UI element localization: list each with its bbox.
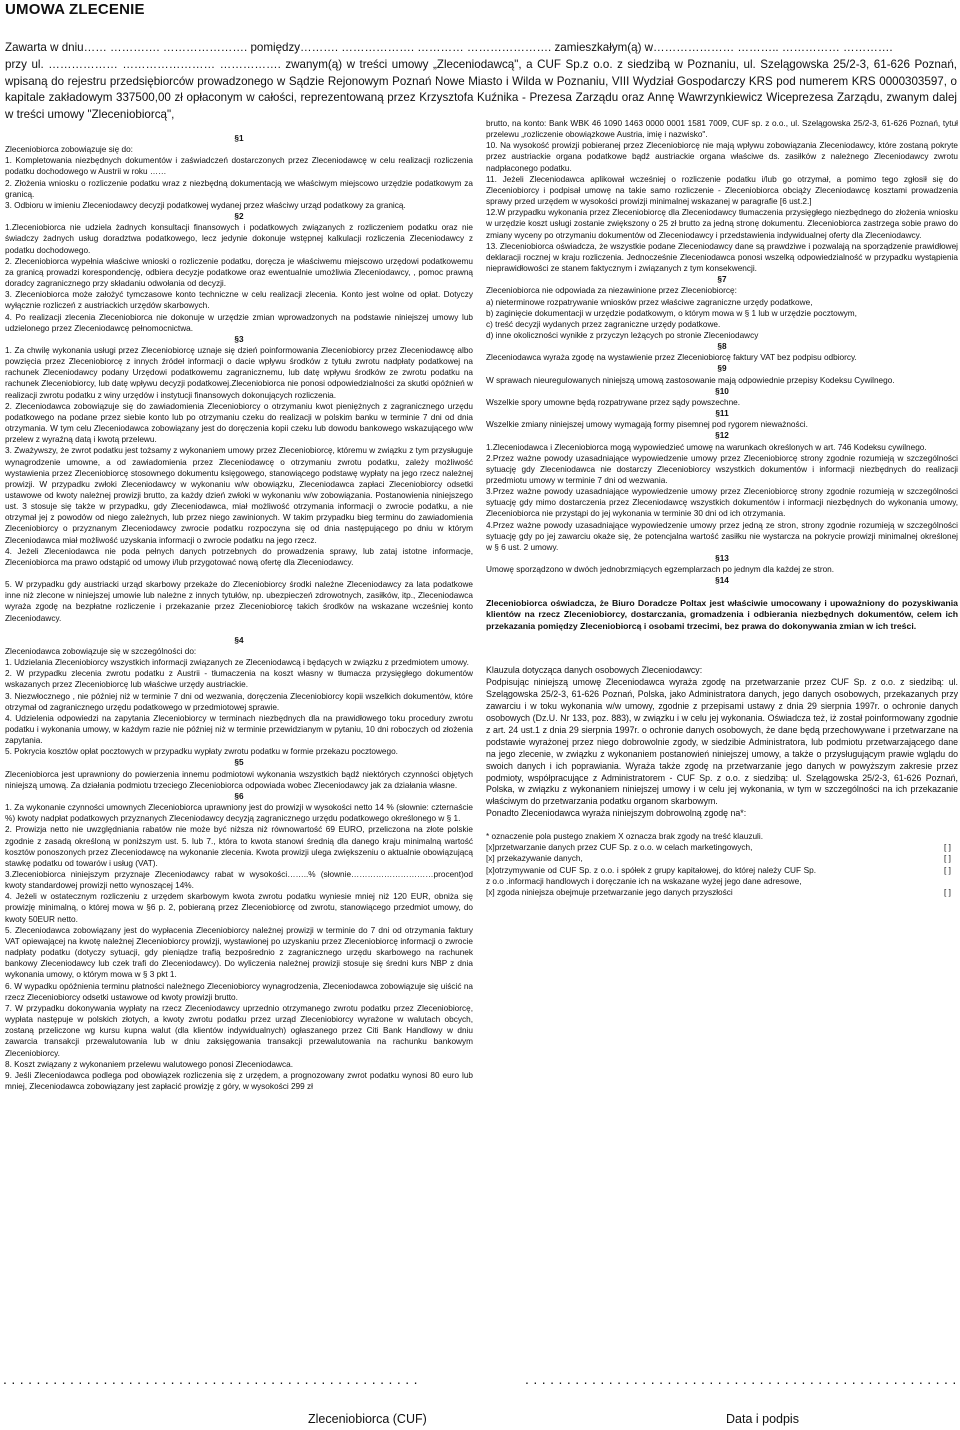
clause-paragraph: 2. Złożenia wniosku o rozliczenie podatku wraz z niezbędną dokumentacją we właściwym miejscowo urzędzie podatkowym za granicą. bbox=[5, 178, 473, 199]
clause-paragraph: b) zaginięcie dokumentacji w urzędzie podatkowym, o którym mowa w § 1 lub w urzędzie pocztowym, bbox=[486, 308, 857, 318]
consent-checkbox[interactable]: [ ] bbox=[944, 854, 951, 864]
consent-row bbox=[486, 865, 958, 887]
clause-paragraph: Zleceniodawca wyraża zgodę na wystawienie przez Zleceniobiorcę faktury VAT bez podpisu odbiorcy. bbox=[486, 353, 857, 363]
clause-paragraph: a) nieterminowe rozpatrywanie wniosków przez właściwe zagraniczne urzędy podatkowe, bbox=[486, 297, 813, 307]
section-heading: §3 bbox=[234, 334, 244, 344]
section-heading: §5 bbox=[234, 758, 244, 768]
clause-paragraph: 1. Kompletowania niezbędnych dokumentów i zaświadczeń dostarczonych przez Zleceniodawcę w celu realizacji rozliczenia podatku dochodowego w Austrii w roku …… bbox=[5, 156, 473, 177]
clause-paragraph: Zleceniobiorca nie odpowiada za niezawinione przez Zleceniobiorcę: bbox=[486, 286, 737, 296]
consent-checkbox[interactable]: [ ] bbox=[944, 865, 951, 875]
consent-row bbox=[486, 842, 958, 853]
clause-paragraph: 6. W wypadku opóźnienia terminu płatności należnego Zleceniobiorcy wynagrodzenia, Zleceniodawca zobowiązuje się uiścić na rzecz Zleceniobiorcy odsetki ustawowe od kwoty prowizji brutto. bbox=[5, 981, 473, 1002]
consent-row bbox=[486, 887, 958, 898]
section-heading: §10 bbox=[715, 386, 729, 396]
clause-paragraph: 8. Koszt związany z wykonaniem przelewu walutowego ponosi Zleceniodawca. bbox=[5, 1059, 293, 1069]
signature-label-client: Data i podpis bbox=[726, 1412, 799, 1426]
consent-text: [x]otrzymywanie od CUF Sp. z o.o. i spółek z grupy kapitałowej, do której należy CUF Sp. z o.o .informacji handlowych i doręczanie ich na wskazane wyżej jego dane adresowe, bbox=[486, 865, 816, 886]
section-heading: §7 bbox=[717, 275, 727, 285]
clause-paragraph: 3.Zleceniobiorca niniejszym przyznaje Zleceniodawcy rabat w wysokości……..% (słownie…………………………procent)od kwoty standardowej prowizji netto wynoszącej 14%. bbox=[5, 870, 473, 891]
clause-paragraph: 11. Jeżeli Zleceniodawca aplikował wcześniej o rozliczenie podatku i/lub go otrzymał, a pomimo tego zgłosił się do Zleceniobiorcy i podpisał umowę na takie samo rozliczenie - Zleceniobiorca obciąży Zleceniodawcę kosztami prowadzenia sprawy przed urzędem w wysokości prowizji minimalnej wskazanej w paragrafie [6 ust.2.] bbox=[486, 174, 958, 207]
spacer bbox=[486, 654, 958, 665]
clause-paragraph: 4.Przez ważne powody uzasadniające wypowiedzenie umowy przez jedną ze stron, strony zgodnie rozumieją w szczególności sytuację gdy po jej zawarciu okaże się, że potencjalna wartość zasiłku nie wystarcza na pokrycie prowizji minimalnej określonej w § 6 ust. 2 umowy. bbox=[486, 520, 958, 552]
clause-paragraph: 12.W przypadku wykonania przez Zleceniobiorcę dla Zleceniodawcy tłumaczenia przysięgłego niezbędnego do złożenia wniosku w urzędzie koszt usługi zostanie zwiększony o 25 zł brutto za jedną stronę dokumentu. Zleceniobiorca zastrzega sobie prawo do zmiany wyceny po otrzymaniu dokumentów od Zleceniodawcy i przedstawienia indywidualnej oferty dla Zleceniodawcy. bbox=[486, 208, 958, 240]
signature-label-contractor: Zleceniobiorca (CUF) bbox=[308, 1412, 427, 1426]
privacy-clause-paragraph: Ponadto Zleceniodawca wyraża niniejszym dobrowolną zgodę na*: bbox=[486, 808, 747, 819]
clause-paragraph: 7. W przypadku dokonywania wypłaty na rzecz Zleceniodawcy uprzednio otrzymanego zwrotu podatku przez Zleceniobiorcę, wypłata następuje w polskich złotych, a kwoty zwrotu podatku przez urząd Zleceniobiorcy wyrażone w walutach obcych, zostaną przeliczone wg kursu kupna walut (dla klientów indywidualnych) ogłaszanego przez Citi Bank Handlowy w dniu zawarcia transakcji przewalutowania lub w dniu zaksięgowania transakcji przewalutowania na rachunku bankowym Zleceniobiorcy. bbox=[5, 1003, 473, 1058]
intro-parties: przy ul. ……………… …………………… ……………. zwanym(ą) w treści umowy „Zleceniodawcą", a CUF Sp.z o.o. z siedzibą w Poznaniu, ul. Szelągowska 25/2-3, 61-626 Poznań, wpisaną do rejestru przedsiębiorców prowadzonego w Sądzie Rejonowym Poznań Nowe Miasto i Wilda w Poznaniu, VIII Wydział Gospodarczy KRS pod numerem KRS 0000303597, o kapitale zakładowym 337500,00 zł opłaconym w całości, reprezentowaną przez Krzysztofa Kuźnika - Prezesa Zarządu oraz Annę Wawrzynkiewicz Wiceprezesa Zarządu, zwanym dalej w treści umowy "Zleceniobiorcą", bbox=[5, 57, 957, 122]
declaration-paragraph: Zleceniobiorca oświadcza, że Biuro Doradcze Poltax jest właściwie umocowany i upoważniony do pozyskiwania klientów na rzecz Zleceniobiorcy, dostarczania, gromadzenia i odbierania niezbędnych dokumentów, celem ich przekazania pomiędzy Zleceniobiorcą i osobami trzecimi, bez prawa do dokonywania zmian w ich treści. bbox=[486, 597, 958, 631]
intro-line-1: Zawarta w dniu…… …………. …………………. pomiędzy………. ………………. ………… …………………. zamieszkałym(ą) w………………… ……….. …………… …………. bbox=[5, 41, 893, 54]
clause-paragraph: 2. Zleceniobiorca wypełnia właściwe wnioski o rozliczenie podatku, doręcza je właściwemu miejscowo urzędowi podatkowemu za granicą prowadzi korespondencję, odbiera decyzje podatkowe oraz ewentualnie umożliwia Zleceniodawcy, , pomoc prawną doradcy zagranicznego przy składaniu odwołania od decyzji. bbox=[5, 256, 473, 289]
clause-paragraph: 2. Prowizja netto nie uwzględniania rabatów nie może być niższa niż równowartość 69 EURO, przeliczona na złote polskie zgodnie z zasadą określoną w poniższym ust. 5. lub 7., która to kwota stanowi średnią dla danego kraju minimalną wartość kosztów ponoszonych przez Zleceniodawcę na wykonanie zlecenia. Kwota prowizji ulega zwiększeniu o aktualnie obowiązującą stawkę podatku od towarów i usług (VAT). bbox=[5, 825, 473, 868]
consent-text: [x] przekazywanie danych, bbox=[486, 854, 583, 864]
document-title: UMOWA ZLECENIE bbox=[5, 1, 145, 18]
consent-checkbox[interactable]: [ ] bbox=[944, 843, 951, 853]
section-heading: §6 bbox=[234, 791, 244, 801]
clause-paragraph: W sprawach nieuregulowanych niniejszą umową zastosowanie mają odpowiednie przepisy Kodeksu Cywilnego. bbox=[486, 375, 895, 385]
signature-line-contractor: . . . . . . . . . . . . . . . . . . . . . . . . . . . . . . . . . . . . . . . . . . . . . . . . . . bbox=[3, 1371, 418, 1387]
clause-paragraph: 4. Jeżeli w ostatecznym rozliczeniu z urzędem skarbowym kwota zwrotu podatku wyniesie mniej niż 120 EUR, obniża się prowizję minimalną, o której mowa w §6 p. 2, pobieraną przez Zleceniobiorcę od zwrotu, stanowiącego przedmiot umowy, do kwoty 50EUR netto. bbox=[5, 892, 473, 924]
section-heading: §1 bbox=[234, 134, 244, 143]
signature-line-client: . . . . . . . . . . . . . . . . . . . . . . . . . . . . . . . . . . . . . . . . . . . . . . . . . . . . bbox=[525, 1371, 957, 1387]
clause-paragraph: 1. Za chwilę wykonania usługi przez Zleceniobiorcę uznaje się dzień poinformowania Zleceniobiorcy przez Zleceniodawcę albo powzięcia przez Zleceniobiorcę z innych źródeł informacji o dacie wpływu środków z tytułu zwrotu nadpłaty podatkowej na rachunek Zleceniodawcy podany Urzędowi podatkowemu zagranicznemu, lub datę wpływu środków ze zwrotu podatku na rachunek Zleceniobiorcy, lub datę wpływu decyzji podatkowej.Zleceniobiorca nie ponosi odpowiedzialności za skutki opóźnień w realizacji zwrotu podatku z winy urzędów i instytucji finansowych dokonujących rozliczenia. bbox=[5, 345, 473, 400]
consent-checkbox[interactable]: [ ] bbox=[944, 887, 951, 897]
clause-paragraph: Zleceniobiorca zobowiązuje się do: bbox=[5, 145, 133, 155]
clause-paragraph: 3. Niezwłocznego , nie później niż w terminie 7 dni od wezwania, doręczenia Zleceniobiorcy kopii wszelkich dokumentów, które otrzymał od zagranicznego urzędu podatkowego w przedmiotowej sprawie. bbox=[5, 691, 473, 712]
clause-paragraph: Wszelkie zmiany niniejszej umowy wymagają formy pisemnej pod rygorem nieważności. bbox=[486, 420, 808, 430]
section-heading: §2 bbox=[234, 212, 244, 222]
clause-paragraph: Zleceniobiorca jest uprawniony do powierzenia innemu podmiotowi wykonania wszystkich bądź niektórych czynności objętych niniejszą umową. Za działania podmiotu trzeciego Zleceniobiorca odpowiada wobec Zleceniodawcy jak za działania własne. bbox=[5, 769, 473, 790]
clause-paragraph: 4. Udzielenia odpowiedzi na zapytania Zleceniobiorcy w terminach niezbędnych dla na prawidłowego toku procedury zwrotu podatku i wykonania umowy, w każdym razie nie później niż w terminie przewidzianym w pytaniu, 10 dni roboczych od złożenia zapytania. bbox=[5, 713, 473, 746]
spacer bbox=[486, 632, 958, 643]
clause-paragraph: d) inne okoliczności wynikłe z przyczyn leżących po stronie Zleceniodawcy bbox=[486, 330, 759, 340]
clause-paragraph: Zleceniodawca zobowiązuje się w szczególności do: bbox=[5, 646, 197, 656]
clause-paragraph: 1. Udzielania Zleceniobiorcy wszystkich informacji związanych ze Zleceniodawcą i będących w związku z przedmiotem umowy. bbox=[5, 658, 469, 668]
clause-paragraph: 4. Jeżeli Zleceniodawca nie poda pełnych danych potrzebnych do prowadzenia sprawy, lub zataj istotne informacje, Zleceniobiorca ma prawo odstąpić od umowy i/lub przygotować nową ofertę dla Zleceniodawcy. bbox=[5, 546, 473, 567]
clause-paragraph: 5. W przypadku gdy austriacki urząd skarbowy przekaże do Zleceniobiorcy środki należne Zleceniodawcy za lata podatkowe inne niż zlecone w niniejszej umowie lub należne z innych tytułów, np. ubezpieczeń zdrowotnych, zasiłków, itp., Zleceniodawca wyraża zgodę na bezpłatne rozliczenie i przekazanie przez Zleceniobiorcę takich środków na wskazane wcześniej konto Zleceniodawcy. bbox=[5, 580, 473, 623]
section-heading: §14 bbox=[715, 576, 729, 586]
spacer bbox=[486, 643, 958, 654]
section-heading: §4 bbox=[234, 635, 244, 645]
clause-paragraph: 3.Przez ważne powody uzasadniające wypowiedzenie umowy przez Zleceniobiorcę strony zgodnie rozumieją w szczególności sytuację gdy mimo dostarczenia przez Zleceniodawcę wszystkich dokumentów i informacji niezbędnych do wykonania umowy, Zleceniobiorca nie przystąpi do jej wykonania w terminie 30 dni od ich otrzymania. bbox=[486, 487, 958, 519]
spacer bbox=[5, 568, 473, 579]
privacy-clause-paragraph: Klauzula dotycząca danych osobowych Zleceniodawcy: bbox=[486, 665, 703, 676]
clause-paragraph: 2. W przypadku zlecenia zwrotu podatku z Austrii - tłumaczenia na koszt własny w tłumacza przysięgłego dokumentów wskazanych przez Zleceniobiorcę lub właściwe urzędy austriackie. bbox=[5, 669, 473, 690]
clause-paragraph: c) treść decyzji wydanych przez zagraniczne urzędy podatkowe. bbox=[486, 319, 721, 329]
clause-paragraph: 10. Na wysokość prowizji pobieranej przez Zleceniobiorcę nie mają wpływu zobowiązania Zleceniodawcy, które zostaną pokryte przez austriackie organa podatkowe bądź austriackie organa właściwe ds. zasiłków z należnego Zleceniodawcy zwrotu nadpłaconego podatku. bbox=[486, 141, 958, 173]
clause-paragraph: 1.Zleceniobiorca nie udziela żadnych konsultacji finansowych i podatkowych związanych z rozliczeniem podatku oraz nie świadczy żadnych usług doradztwa podatkowego, lecz jedynie dokonuje wstępnej kalkulacji rozliczenia Zleceniodawcy z podatku dochodowego. bbox=[5, 223, 473, 255]
spacer bbox=[5, 624, 473, 635]
clause-paragraph: Wszelkie spory umowne będą rozpatrywane przez sądy powszechne. bbox=[486, 397, 741, 407]
clause-paragraph: 9. Jeśli Zleceniodawca podlega pod obowiązek rozliczenia się z urzędem, a prognozowany zwrot podatku wynosi 80 euro lub mniej, Zleceniodawca zobowiązany jest zapłacić prowizję z góry, w wysokości 299 zł bbox=[5, 1070, 473, 1091]
clause-paragraph: 5. Zleceniodawca zobowiązany jest do wypłacenia Zleceniobiorcy należnej prowizji w terminie do 7 dni od otrzymania faktury VAT opiewającej na kwotę należnej Zleceniobiorcy prowizji, wystawionej po uzyskaniu przez Zleceniobiorcę informacji o zwrocie nadpłaty podatku (dotyczy sytuacji, gdy pieniądze trafią bezpośrednio z zagranicznego urzędu skarbowego na rachunek bankowy Zleceniodawcy lub czek trafi do Zleceniodawcy). Do wyliczenia należnej prowizji stosuje się średni kurs NBP z dnia wykonania umowy, o którym mowa w § 3 pkt 1. bbox=[5, 925, 473, 980]
section-heading: §11 bbox=[715, 409, 729, 419]
spacer bbox=[486, 820, 958, 831]
clause-paragraph: 2.Przez ważne powody uzasadniające wypowiedzenie umowy przez Zleceniobiorcę strony zgodnie rozumieją w szczególności sytuację gdy Zleceniodawca nie dostarczy Zleceniobiorcy wszystkich dokumentów i informacji niezbędnych do realizacji przedmiotu umowy w terminie 7 dni od wezwania. bbox=[486, 453, 958, 485]
consent-text: [x]przetwarzanie danych przez CUF Sp. z o.o. w celach marketingowych, bbox=[486, 843, 753, 853]
section-heading: §9 bbox=[717, 364, 727, 374]
clause-paragraph: 1.Zleceniodawca i Zleceniobiorca mogą wypowiedzieć umowę na warunkach określonych w art. 746 Kodeksu cywilnego. bbox=[486, 442, 927, 452]
clause-paragraph: 5. Pokrycia kosztów opłat pocztowych w przypadku wypłaty zwrotu podatku w formie przekazu pocztowego. bbox=[5, 747, 398, 757]
consent-row bbox=[486, 853, 958, 864]
clause-paragraph: 1. Za wykonanie czynności umownych Zleceniobiorca uprawniony jest do prowizji w wysokości netto 14 % (słownie: czternaście %) kwoty nadpłat podatkowych przyznanych Zleceniodawcy decyzją zagranicznego urzędu podatkowego określonego w § 1. bbox=[5, 803, 473, 824]
clause-paragraph: Umowę sporządzono w dwóch jednobrzmiących egzemplarzach po jednym dla każdej ze stron. bbox=[486, 565, 835, 575]
section-heading: §8 bbox=[717, 342, 727, 352]
clause-paragraph: 2. Zleceniodawca zobowiązuje się do zawiadomienia Zleceniobiorcy o otrzymaniu kwot pieniężnych z zagranicznego urzędu podatkowego na podane przez siebie konto lub po otrzymaniu czeku do realizacji w polskim banku w terminie 7 dni od dnia otrzymania. W tym celu Zleceniodawca zobowiązany jest do doręczenia kopii czeku lub dowodu bankowego wskazującego w/w przelew z wyraźną datą i kwotą przelewu. bbox=[5, 401, 473, 445]
section-heading: §12 bbox=[715, 431, 729, 441]
clause-paragraph: 4. Po realizacji zlecenia Zleceniobiorca nie dokonuje w urzędzie zmian wprowadzonych na podstawie niniejszej umowy lub udzielonego przez Zleceniodawcę pełnomocnictwa. bbox=[5, 312, 473, 333]
clause-paragraph: 13. Zleceniobiorca oświadcza, że wszystkie podane Zleceniodawcy dane są prawdziwe i pozwalają na sporządzenie prawidłowej deklaracji rocznej w kraju rozliczenia. Jednocześnie Zleceniodawca ponosi wszelką odpowiedzialność w przypadku wystąpienia nieprawidłowości ze stanem faktycznym i związanych z tym konsekwencji. bbox=[486, 241, 958, 274]
clause-paragraph: brutto, na konto: Bank WBK 46 1090 1463 0000 0001 1581 7009, CUF sp. z o.o., ul. Szelągowska 25/2-3, 61-626 Poznań, tytuł przelewu „rozliczenie obowiązkowe Austria, imię i nazwisko". bbox=[486, 119, 958, 140]
clause-paragraph: * oznaczenie pola pustego znakiem X oznacza brak zgody na treść klauzuli. bbox=[486, 832, 763, 842]
section-heading: §13 bbox=[715, 554, 729, 564]
clause-paragraph: 3. Odbioru w imieniu Zleceniodawcy decyzji podatkowej wydanej przez właściwy urząd podatkowy za granicą. bbox=[5, 200, 406, 210]
spacer bbox=[486, 587, 958, 598]
left-column bbox=[5, 133, 473, 1092]
clause-paragraph: 3. Zleceniobiorca może założyć tymczasowe konto techniczne w celu realizacji zlecenia. Konto jest wolne od opłat. Dotyczy wyłącznie rozliczeń z austriackich urzędów skarbowych. bbox=[5, 290, 473, 311]
contract-intro bbox=[5, 40, 957, 124]
consent-text: [x] zgoda niniejsza obejmuje przetwarzanie jego danych przyszłości bbox=[486, 887, 733, 897]
privacy-clause-paragraph: Podpisując niniejszą umowę Zleceniodawca wyraża zgodę na przetwarzanie przez CUF Sp. z o.o. z siedzibą: ul. Szelągowska 25/2-3, 61-626 Poznań, Polska, jako Administratora danych, jego danych osobowych, przekazanych przy zawarciu i w toku wykonania w/w umowy, zgodnie z przepisami ustawy z dnia 29 sierpnia 1997r. o ochronie danych osobowych (Dz.U. Nr 133, poz. 883), w związku i w celu jej wykonania. Oświadcza też, iż został poinformowany zgodnie z art. 24 ust.1 z dnia 29 sierpnia 1997r. o ochronie danych osobowych, że dane będą przechowywane i przetwarzane na podstawie wyrażonej przez niego dobrowolnie zgody, w siedzibie Administratora, lub podmiotu przetwarzającego dane na jego zlecenie, w związku z wykonaniem postanowień niniejszej umowy, a także o przysługującym prawie wglądu do swoich danych i ich poprawiania. Wyraża także zgodę na przetwarzanie jego danych w powyższym zakresie przez podmioty, współpracujące z Administratorem - CUF Sp. z o.o. z siedzibą: ul. Szelągowska 25/2-3, 61-626 Poznań, Polska, w związku z wykonaniem niniejszej umowy i w celu jej wykonania, w tym w szczególności na ich przekazanie właściwym do przetwarzania podatku organom skarbowym. bbox=[486, 677, 958, 807]
clause-paragraph: 3. Zważywszy, że zwrot podatku jest tożsamy z wykonaniem umowy przez Zleceniobiorcę, któremu w związku z tym przysługuje wynagrodzenie umowne, a od zawiadomienia przez Zleceniodawcę o otrzymaniu zwrotu podatku, zależy możliwość wystawienia przez Zleceniobiorcę stosownego dokumentu księgowego, stanowiącego podstawę wypłaty na jego rzecz należnej prowizji. W przypadku zwłoki Zleceniodawcy w wykonaniu w/w obowiązku, Zleceniodawca zapłaci Zleceniobiorcy odsetki ustawowe od kwoty należnej prowizji brutto, za każdy dzień zwłoki w wykonaniu w/w zobowiązania. Postanowienia niniejszego ust. 3 stosuje się także w przypadku, gdy Zleceniodawca, miał możliwość otrzymania informacji o zwrocie podatku, a nie otrzymał jej z powodów od niego zależnych, lub przez niego zawinionych. W takim przypadku bieg terminu do zawiadomienia Zleceniobiorcy o przyznanym Zleceniodawcy zwrocie podatku rozpoczyna się od dnia następującego po dniu w którym Zleceniodawca miał możliwość uzyskania informacji o zwrocie podatku na jego rzecz. bbox=[5, 446, 473, 545]
right-column bbox=[486, 118, 958, 898]
